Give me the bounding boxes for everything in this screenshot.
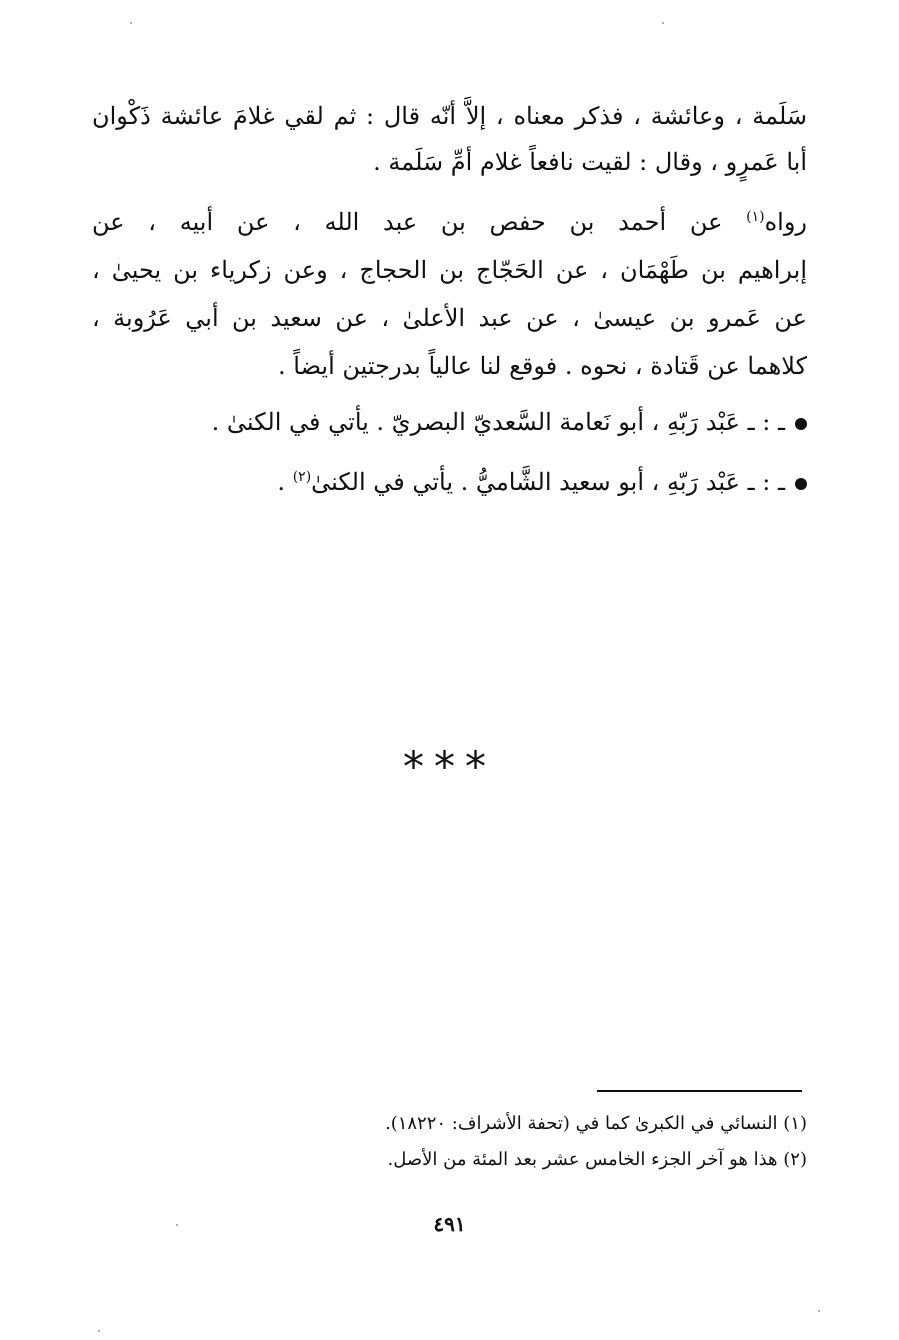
paragraph-line-4: كلاهما عن قَتادة ، نحوه . فوقع لنا عالياً بدرجتين أيضاً . bbox=[278, 352, 807, 380]
section-separator: *** bbox=[403, 742, 496, 791]
scan-speck bbox=[662, 22, 664, 24]
entry-2 bbox=[92, 462, 807, 502]
paragraph-line-1-rest: عن أحمد بن حفص بن عبد الله ، عن أبيه ، عن bbox=[92, 208, 747, 236]
body-line-1: سَلَمة ، وعائشة ، فذكر معناه ، إلاَّ أنّه قال : ثم لقي غلامَ عائشة ذَكْوان bbox=[92, 102, 807, 130]
entry-2-text: ـ : ـ عَبْد رَبّهِ ، أبو سعيد الشَّاميُّ . يأتي في الكنىٰ bbox=[311, 468, 785, 496]
footnote-2: (٢) هذا هو آخر الجزء الخامس عشر بعد المئة من الأصل. bbox=[387, 1149, 807, 1170]
bullet-icon bbox=[795, 478, 807, 490]
paragraph-start: رواه bbox=[764, 208, 807, 236]
paragraph-line-3: عن عَمرو بن عيسىٰ ، عن عبد الأعلىٰ ، عن سعيد بن أبي عَرُوبة ، bbox=[92, 304, 807, 332]
footnote-1: (١) النسائي في الكبرىٰ كما في (تحفة الأشراف: ١٨٢٢٠). bbox=[384, 1113, 807, 1134]
paragraph-line-2: إبراهيم بن طَهْمَان ، عن الحَجّاج بن الحجاج ، وعن زكرياء بن يحيىٰ ، bbox=[92, 256, 807, 284]
footnote-ref-1: (١) bbox=[746, 209, 765, 225]
page-number: ٤٩١ bbox=[433, 1212, 466, 1236]
scan-speck bbox=[98, 1330, 100, 1332]
paragraph-line-1 bbox=[92, 202, 807, 242]
scan-speck bbox=[176, 1224, 178, 1226]
scan-speck bbox=[130, 22, 132, 24]
entry-1 bbox=[92, 402, 807, 442]
scan-speck bbox=[818, 1310, 820, 1312]
footnote-ref-2: (٢) bbox=[292, 469, 312, 485]
entry-2-end: . bbox=[277, 468, 293, 496]
bullet-icon bbox=[795, 418, 807, 430]
body-line-2: أبا عَمرٍو ، وقال : لقيت نافعاً غلام أمِّ سَلَمة . bbox=[373, 148, 807, 176]
footnote-divider bbox=[597, 1090, 802, 1092]
entry-1-text: ـ : ـ عَبْد رَبّهِ ، أبو نَعامة السَّعديّ البصريّ . يأتي في الكنىٰ . bbox=[211, 408, 785, 436]
